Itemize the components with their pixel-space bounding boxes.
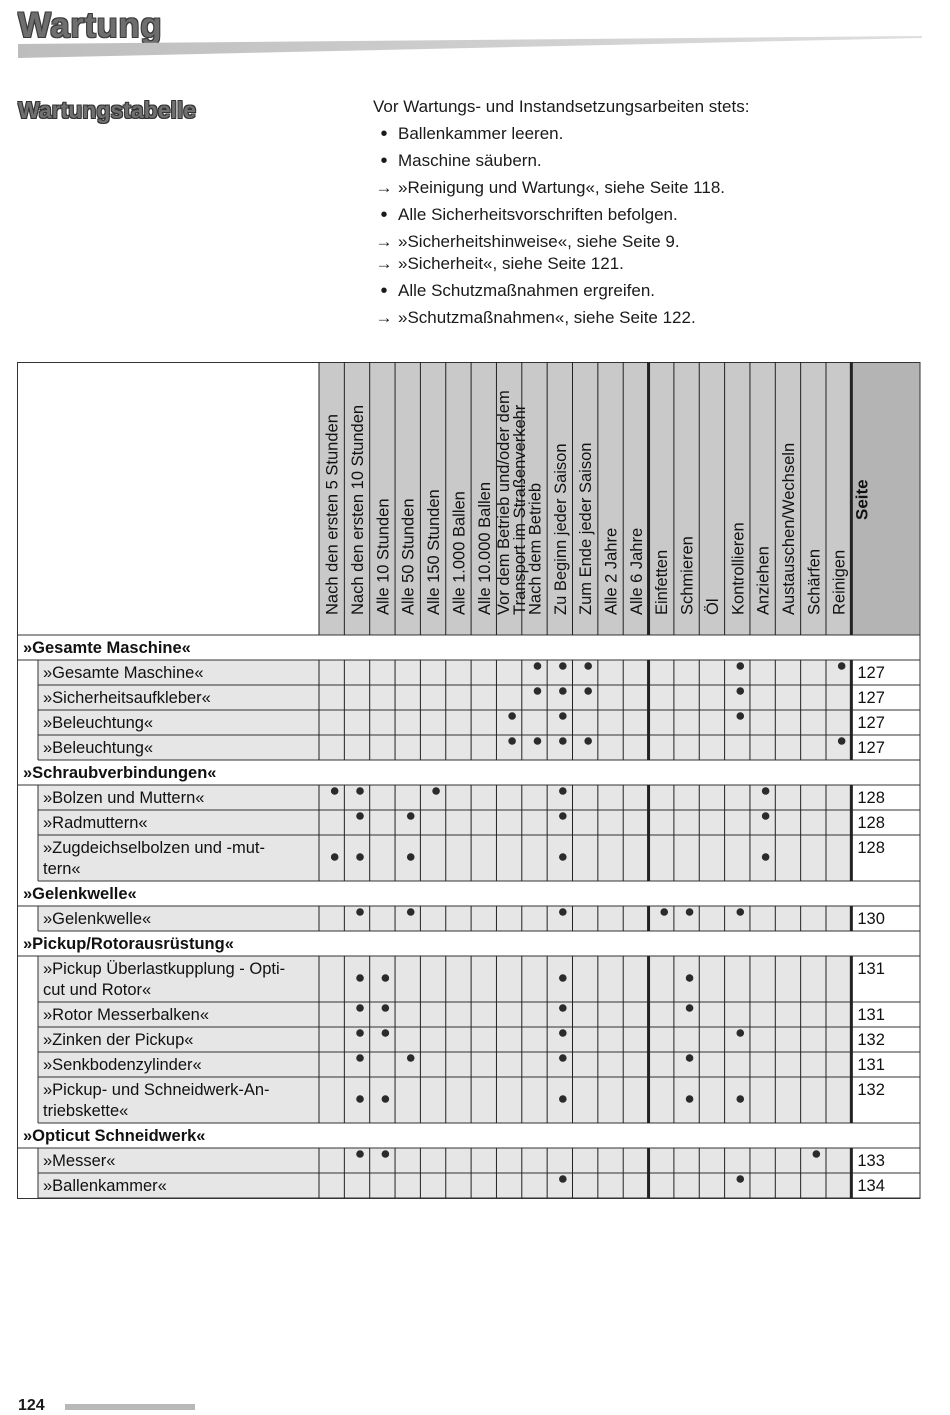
row-label: »Gelenkwelle« xyxy=(43,910,152,928)
checkmark-dot xyxy=(356,1004,364,1012)
checkmark-dot xyxy=(559,737,567,745)
group-title: »Gelenkwelle« xyxy=(23,885,137,903)
row-page-ref: 128 xyxy=(857,814,885,832)
row-page-ref: 128 xyxy=(857,839,885,857)
column-header-label: Nach den ersten 10 Stunden xyxy=(349,404,368,615)
checkmark-dot xyxy=(382,1095,390,1103)
maintenance-table xyxy=(17,362,921,1204)
checkmark-dot xyxy=(559,1095,567,1103)
checkmark-dot xyxy=(686,974,694,982)
checkmark-dot xyxy=(534,687,542,695)
row-page-ref: 133 xyxy=(857,1152,885,1170)
page-header-title: Wartung xyxy=(18,6,163,45)
row-label: »Pickup Überlastkupplung - Opti- xyxy=(43,960,286,978)
intro-item-text: »Sicherheit«, siehe Seite 121. xyxy=(398,254,624,273)
checkmark-dot xyxy=(736,908,744,916)
checkmark-dot xyxy=(356,1029,364,1037)
checkmark-dot xyxy=(382,974,390,982)
checkmark-dot xyxy=(356,812,364,820)
column-header-label: Zu Beginn jeder Saison xyxy=(551,443,570,615)
row-page-ref: 128 xyxy=(857,789,885,807)
row-label: »Zinken der Pickup« xyxy=(43,1031,194,1049)
checkmark-dot xyxy=(508,737,516,745)
column-header-label: Öl xyxy=(703,598,722,615)
checkmark-dot xyxy=(331,853,339,861)
page-number: 124 xyxy=(18,1397,45,1414)
row-shade xyxy=(38,810,920,835)
row-shade xyxy=(38,1148,920,1173)
column-header-label: Alle 2 Jahre xyxy=(602,527,621,615)
footer-bar xyxy=(65,1404,195,1410)
checkmark-dot xyxy=(559,662,567,670)
checkmark-dot xyxy=(432,787,440,795)
intro-item-text: »Reinigung und Wartung«, siehe Seite 118. xyxy=(398,178,726,197)
column-header-label: Alle 10.000 Ballen xyxy=(475,481,494,615)
column-header-label: Alle 1.000 Ballen xyxy=(450,491,469,615)
checkmark-dot xyxy=(838,662,846,670)
column-header-label: Nach dem Betrieb xyxy=(526,482,545,615)
row-page-ref: 127 xyxy=(857,689,885,707)
column-header-label: Austauschen/Wechseln xyxy=(779,442,798,615)
row-shade xyxy=(38,1173,920,1198)
row-page-ref: 131 xyxy=(857,1006,885,1024)
checkmark-dot xyxy=(356,1150,364,1158)
checkmark-dot xyxy=(407,908,415,916)
row-label: »Ballenkammer« xyxy=(43,1177,167,1195)
row-shade xyxy=(38,906,920,931)
checkmark-dot xyxy=(813,1150,821,1158)
checkmark-dot xyxy=(356,974,364,982)
group-title: »Pickup/Rotorausrüstung« xyxy=(23,935,234,953)
column-header-label: Alle 10 Stunden xyxy=(374,498,393,615)
column-header-label: Anziehen xyxy=(754,546,773,615)
column-header-label: Einfetten xyxy=(653,549,672,615)
row-label: cut und Rotor« xyxy=(43,981,152,999)
group-title: »Schraubverbindungen« xyxy=(23,764,217,782)
maintenance-table-svg xyxy=(17,362,921,1199)
checkmark-dot xyxy=(559,1029,567,1037)
arrow-right-icon: → xyxy=(375,308,393,327)
row-page-ref: 131 xyxy=(857,1056,885,1074)
checkmark-dot xyxy=(584,662,592,670)
column-header-label: Kontrollieren xyxy=(729,522,748,615)
checkmark-dot xyxy=(356,1054,364,1062)
checkmark-dot xyxy=(686,908,694,916)
checkmark-dot xyxy=(534,737,542,745)
checkmark-dot xyxy=(559,687,567,695)
checkmark-dot xyxy=(584,687,592,695)
intro-item-text: »Schutzmaßnahmen«, siehe Seite 122. xyxy=(398,308,696,327)
checkmark-dot xyxy=(686,1054,694,1062)
intro-text: Vor Wartungs- und Instandsetzungsarbeiten stets: xyxy=(373,97,750,116)
checkmark-dot xyxy=(559,812,567,820)
checkmark-dot xyxy=(331,787,339,795)
row-label: »Zugdeichselbolzen und -mut- xyxy=(43,839,265,857)
column-header-label: Schmieren xyxy=(678,536,697,615)
checkmark-dot xyxy=(736,712,744,720)
section-title: Wartungstabelle xyxy=(18,97,197,123)
checkmark-dot xyxy=(762,812,770,820)
checkmark-dot xyxy=(736,687,744,695)
checkmark-dot xyxy=(559,712,567,720)
column-header-label: Alle 50 Stunden xyxy=(399,498,418,615)
arrow-right-icon: → xyxy=(375,232,393,251)
bullet-icon: • xyxy=(380,150,388,172)
checkmark-dot xyxy=(382,1004,390,1012)
checkmark-dot xyxy=(559,1004,567,1012)
row-label: »Pickup- und Schneidwerk-An- xyxy=(43,1081,270,1099)
row-page-ref: 134 xyxy=(857,1177,885,1195)
row-label: »Gesamte Maschine« xyxy=(43,664,204,682)
group-title: »Gesamte Maschine« xyxy=(23,639,191,657)
checkmark-dot xyxy=(356,1095,364,1103)
column-header-label: Schärfen xyxy=(805,548,824,615)
group-title: »Opticut Schneidwerk« xyxy=(23,1127,206,1145)
column-header-label: Reinigen xyxy=(830,549,849,615)
intro-heading xyxy=(373,97,749,117)
bullet-icon: • xyxy=(380,204,388,226)
checkmark-dot xyxy=(686,1095,694,1103)
checkmark-dot xyxy=(762,853,770,861)
checkmark-dot xyxy=(559,974,567,982)
checkmark-dot xyxy=(508,712,516,720)
column-header-label: Alle 6 Jahre xyxy=(627,527,646,615)
row-page-ref: 130 xyxy=(857,910,885,928)
checkmark-dot xyxy=(407,812,415,820)
row-page-ref: 127 xyxy=(857,739,885,757)
checkmark-dot xyxy=(559,908,567,916)
row-label: »Messer« xyxy=(43,1152,116,1170)
checkmark-dot xyxy=(736,662,744,670)
page-column-header: Seite xyxy=(852,479,872,520)
row-label: tern« xyxy=(43,860,81,878)
checkmark-dot xyxy=(686,1004,694,1012)
checkmark-dot xyxy=(660,908,668,916)
checkmark-dot xyxy=(559,787,567,795)
checkmark-dot xyxy=(356,908,364,916)
row-page-ref: 132 xyxy=(857,1031,885,1049)
arrow-right-icon: → xyxy=(375,254,393,273)
intro-item-text: »Sicherheitshinweise«, siehe Seite 9. xyxy=(398,232,680,251)
column-header-label: Transport im Straßenverkehr xyxy=(511,404,530,615)
checkmark-dot xyxy=(407,1054,415,1062)
column-header-label: Nach den ersten 5 Stunden xyxy=(323,414,342,615)
checkmark-dot xyxy=(382,1029,390,1037)
row-page-ref: 127 xyxy=(857,664,885,682)
column-header-label: Alle 150 Stunden xyxy=(425,489,444,615)
checkmark-dot xyxy=(382,1150,390,1158)
checkmark-dot xyxy=(736,1029,744,1037)
row-shade xyxy=(38,735,920,760)
row-page-ref: 132 xyxy=(857,1081,885,1099)
row-label: »Radmuttern« xyxy=(43,814,148,832)
column-header-label: Vor dem Betrieb und/oder dem xyxy=(495,390,514,615)
checkmark-dot xyxy=(584,737,592,745)
row-page-ref: 131 xyxy=(857,960,885,978)
column-header-label: Zum Ende jeder Saison xyxy=(577,442,596,615)
row-label: »Beleuchtung« xyxy=(43,714,154,732)
row-label: »Senkbodenzylinder« xyxy=(43,1056,202,1074)
intro-item-text: Maschine säubern. xyxy=(398,151,542,170)
row-label: triebskette« xyxy=(43,1102,129,1120)
row-label: »Rotor Messerbalken« xyxy=(43,1006,209,1024)
bullet-icon: • xyxy=(380,123,388,145)
checkmark-dot xyxy=(736,1095,744,1103)
checkmark-dot xyxy=(407,853,415,861)
checkmark-dot xyxy=(736,1175,744,1183)
bullet-icon: • xyxy=(380,280,388,302)
checkmark-dot xyxy=(559,1175,567,1183)
row-shade xyxy=(38,710,920,735)
intro-item-text: Ballenkammer leeren. xyxy=(398,124,564,143)
row-label: »Bolzen und Muttern« xyxy=(43,789,205,807)
checkmark-dot xyxy=(356,787,364,795)
row-label: »Beleuchtung« xyxy=(43,739,154,757)
checkmark-dot xyxy=(534,662,542,670)
intro-item-text: Alle Schutzmaßnahmen ergreifen. xyxy=(398,281,656,300)
row-label: »Sicherheitsaufkleber« xyxy=(43,689,211,707)
checkmark-dot xyxy=(559,853,567,861)
intro-item-text: Alle Sicherheitsvorschriften befolgen. xyxy=(398,205,678,224)
row-page-ref: 127 xyxy=(857,714,885,732)
checkmark-dot xyxy=(838,737,846,745)
checkmark-dot xyxy=(356,853,364,861)
arrow-right-icon: → xyxy=(375,178,393,197)
header-underline-bar xyxy=(18,36,922,58)
checkmark-dot xyxy=(559,1054,567,1062)
checkmark-dot xyxy=(762,787,770,795)
